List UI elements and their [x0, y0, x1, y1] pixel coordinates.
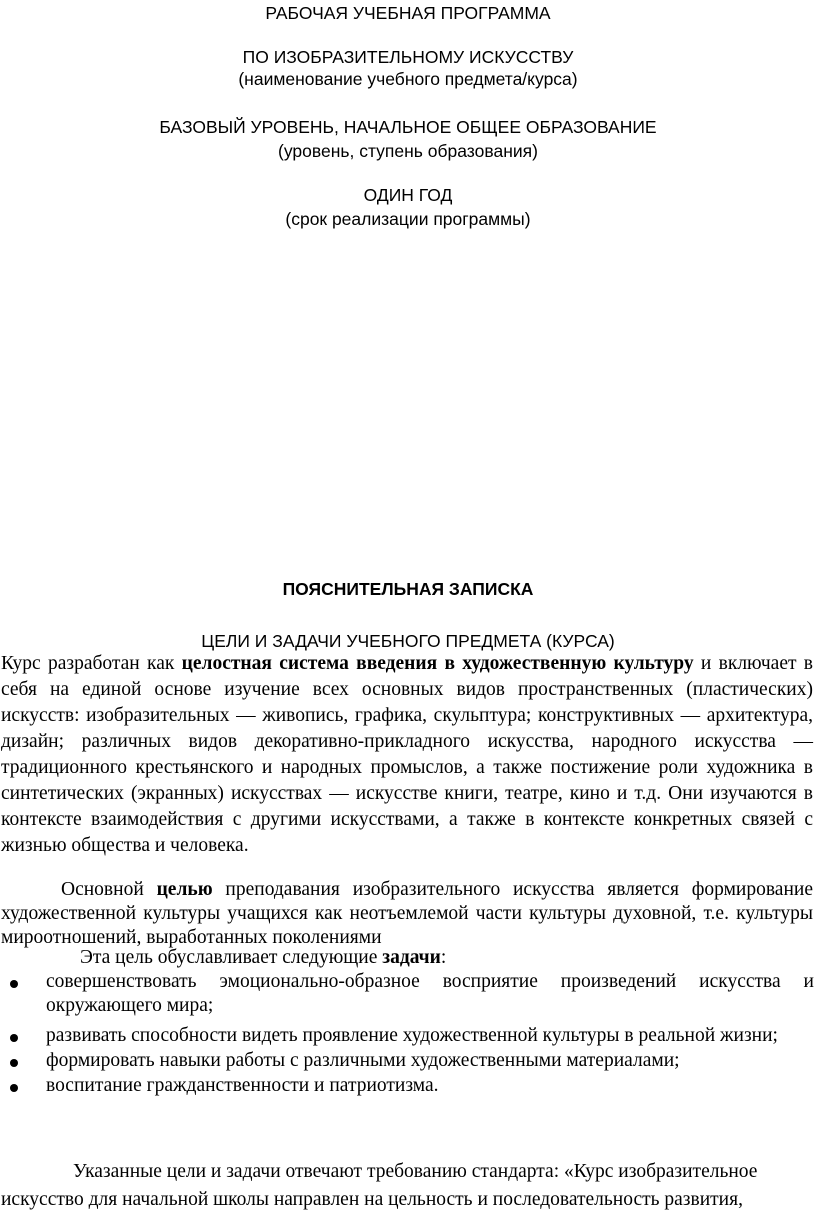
tasks-intro-end: : [440, 947, 447, 968]
task-text: воспитание гражданственности и патриотизма. [46, 1075, 439, 1096]
tasks-intro-start: Эта цель обуславливает следующие [80, 947, 383, 968]
bullet-icon [10, 1084, 18, 1092]
duration-caption: (срок реализации программы) [285, 209, 531, 229]
task-text: формировать навыки работы с различными художественными материалами; [46, 1050, 680, 1071]
bullet-icon [10, 980, 18, 988]
task-text: совершенствовать эмоционально-образное восприятие произведений искусства и окружающего мира; [46, 971, 814, 1016]
duration-title: ОДИН ГОД [363, 185, 453, 205]
closing-line-1: Указанные цели и задачи отвечают требованию стандарта: «Курс изобразительное [73, 1161, 758, 1182]
p1-rest: и включает в себя на единой основе изучение всех основных видов пространственных (пластических) искусств: изобразительных — живопись, графика, скульптура; конструктивных — архитектура, дизайн; различных видов декоративно-прикладного искусства, народного искусства — традиционного крестьянского и народных промыслов, а также постижение роли художника в синтетических (экранных) искусствах — искусстве книги, театре, кино и т.д. Они изучаются в контексте взаимодействия с другими искусствами, а также в контексте конкретных связей с жизнью общества и человека. [1, 653, 813, 856]
paragraph-course-description [1, 651, 813, 859]
goals-heading: ЦЕЛИ И ЗАДАЧИ УЧЕБНОГО ПРЕДМЕТА (КУРСА) [201, 631, 615, 651]
list-item [0, 1024, 814, 1048]
paragraph-main-goal [1, 878, 813, 950]
list-item [0, 1074, 814, 1098]
program-title: РАБОЧАЯ УЧЕБНАЯ ПРОГРАММА [265, 3, 551, 23]
level-caption: (уровень, ступень образования) [278, 141, 538, 161]
paragraph-standard [1, 1158, 771, 1214]
list-item [0, 1049, 814, 1073]
tasks-list [0, 970, 814, 1104]
list-item [0, 970, 814, 1018]
p2-start: Основной [61, 879, 157, 900]
level-title: БАЗОВЫЙ УРОВЕНЬ, НАЧАЛЬНОЕ ОБЩЕЕ ОБРАЗОВАНИЕ [159, 117, 657, 137]
subject-title: ПО ИЗОБРАЗИТЕЛЬНОМУ ИСКУССТВУ [242, 47, 574, 67]
p2-rest: преподавания изобразительного искусства является формирование художественной культуры учащихся как неотъемлемой части культуры духовной, т.е. культуры мироотношений, выработанных поколениями [1, 879, 813, 948]
task-text: развивать способности видеть проявление художественной культуры в реальной жизни; [46, 1025, 778, 1046]
bullet-icon [10, 1034, 18, 1042]
tasks-intro [80, 946, 446, 970]
subject-caption: (наименование учебного предмета/курса) [238, 69, 578, 89]
tasks-intro-bold: задачи [382, 947, 441, 968]
p1-bold: целостная система введения в художественную культуру [181, 653, 694, 674]
bullet-icon [10, 1059, 18, 1067]
p2-bold: целью [156, 879, 213, 900]
closing-line-2: искусство для начальной школы направлен на цельность и последовательность развития, [1, 1189, 743, 1210]
explanatory-note-heading: ПОЯСНИТЕЛЬНАЯ ЗАПИСКА [282, 579, 534, 599]
p1-start: Курс разработан как [1, 653, 182, 674]
